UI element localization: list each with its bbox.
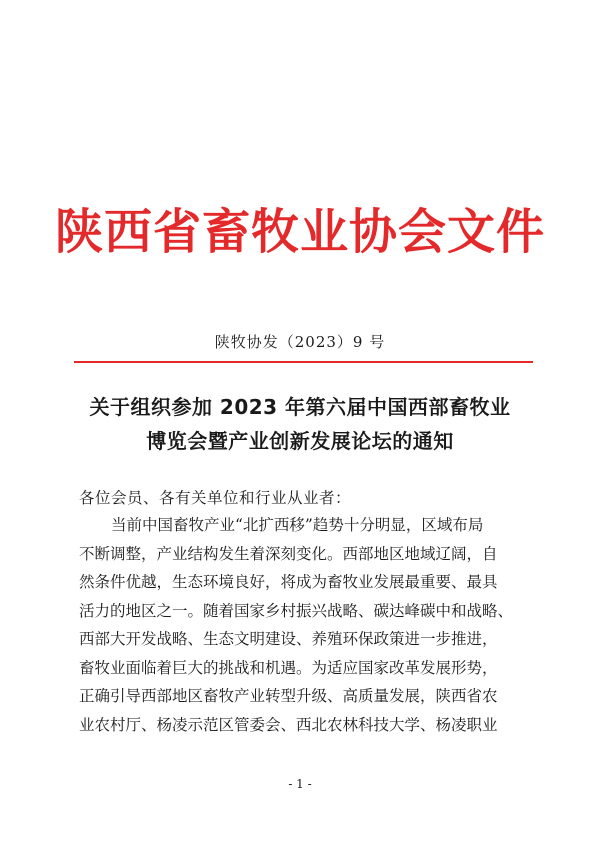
body-line: 业农村厅、杨凌示范区管委会、西北农林科技大学、杨凌职业 xyxy=(79,715,498,734)
subject-line-2: 博览会暨产业创新发展论坛的通知 xyxy=(146,429,454,453)
body-line: 不断调整，产业结构发生着深刻变化。西部地区地域辽阔，自 xyxy=(79,544,498,563)
body-line: 畜牧业面临着巨大的挑战和机遇。为适应国家改革发展形势， xyxy=(79,658,498,677)
document-number: 陕牧协发（2023）9 号 xyxy=(214,333,386,351)
document-header-title: 陕西省畜牧业协会文件 xyxy=(54,204,545,260)
body-paragraph xyxy=(79,511,533,739)
body-line: 然条件优越，生态环境良好，将成为畜牧业发展最重要、最具 xyxy=(79,573,498,591)
body-line: 活力的地区之一。随着国家乡村振兴战略、碳达峰碳中和战略、 xyxy=(79,601,514,620)
header-divider xyxy=(74,361,533,363)
body-line: 西部大开发战略、生态文明建设、养殖环保政策进一步推进， xyxy=(79,630,498,648)
subject-line-1: 关于组织参加 2023 年第六届中国西部畜牧业 xyxy=(89,395,511,419)
page-number: - 1 - xyxy=(288,777,312,791)
document-subject xyxy=(0,390,600,458)
body-line: 当前中国畜牧产业“北扩西移”趋势十分明显，区域布局 xyxy=(111,516,484,534)
body-line: 正确引导西部地区畜牧产业转型升级、高质量发展，陕西省农 xyxy=(79,687,498,705)
salutation: 各位会员、各有关单位和行业从业者： xyxy=(79,489,352,507)
